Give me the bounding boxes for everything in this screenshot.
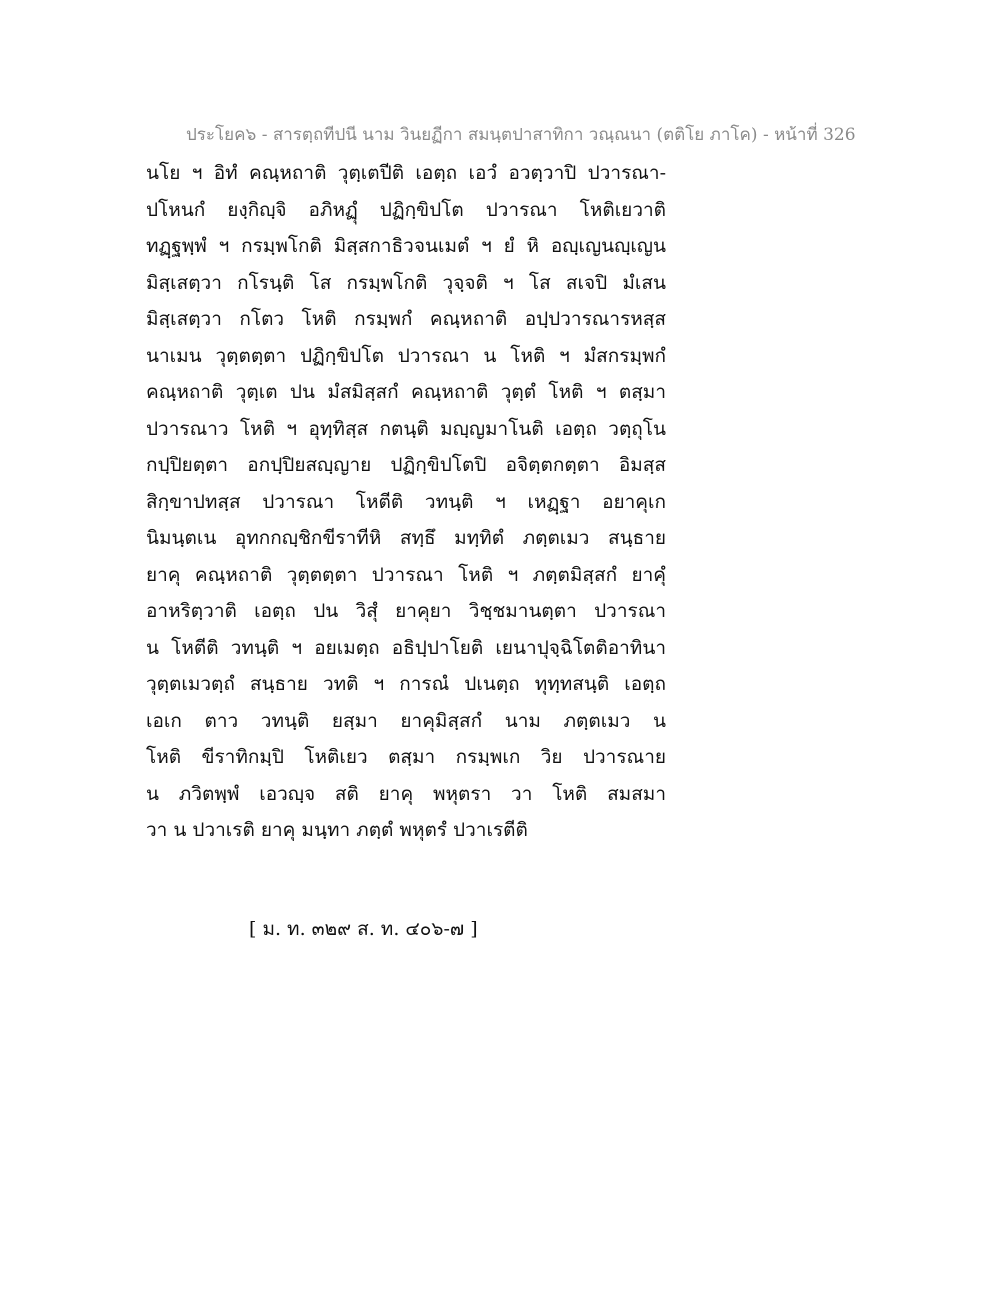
text-line: มิสฺเสตฺวา กโรนฺติ โส กรมฺพโกติ วุจฺจติ ฯ โส สเจปิ มํเสน [146,271,666,294]
text-line: เอเก ตาว วทนฺติ ยสฺมา ยาคุมิสฺสกํ นาม ภตฺตเมว น [146,709,666,732]
text-line: สิกฺขาปทสฺส ปวารณา โหตีติ วทนฺติ ฯ เหฏฺฐา อยาคุเก [146,490,666,513]
body-text [146,156,666,850]
text-line: ปวารณาว โหติ ฯ อุทฺทิสฺส กตนฺติ มญฺญมาโนติ เอตฺถ วตฺถุโน [146,417,666,440]
text-line: โหติ ขีราทิกมฺปิ โหติเยว ตสฺมา กรมฺพเก วิย ปวารณาย [146,746,666,768]
text-line: มิสฺเสตฺวา กโตว โหติ กรมฺพกํ คณฺหถาติ อปฺปวารณารหสฺส [146,308,666,330]
text-line: น ภวิตพฺพํ เอวญฺจ สติ ยาคุ พหุตรา วา โหติ สมสมา [146,782,666,805]
text-line: น โหตีติ วทนฺติ ฯ อยเมตฺถ อธิปฺปาโยติ เยนาปุจฺฉิโตติอาทินา [146,636,666,659]
text-line: อาหริตฺวาติ เอตฺถ ปน วิสุํ ยาคุยา วิชฺชมานตฺตา ปวารณา [146,600,666,622]
text-line: นาเมน วุตฺตตฺตา ปฏิกฺขิปโต ปวารณา น โหติ ฯ มํสกรมฺพกํ [146,344,666,367]
text-line: ปโหนกํ ยงฺกิญฺจิ อภิหฏุํ ปฏิกฺขิปโต ปวารณา โหติเยวาติ [146,198,666,221]
text-line: วุตฺตเมวตฺถํ สนฺธาย วทติ ฯ การณํ ปเนตฺถ ทุทฺทสนฺติ เอตฺถ [146,673,666,695]
text-line: นโย ฯ อิทํ คณฺหถาติ วุตฺเตปีติ เอตฺถ เอวํ อวตฺวาปิ ปวารณา- [146,162,666,184]
text-line: วา น ปวาเรติ ยาคุ มนฺทา ภตฺตํ พหุตรํ ปวาเรตีติ [146,819,528,841]
page-header: ประโยค๖ - สารตฺถทีปนี นาม วินยฏีกา สมนฺตปาสาทิกา วณฺณนา (ตติโย ภาโค) - หน้าที่ 326 [186,125,856,145]
text-line: กปฺปิยตฺตา อกปฺปิยสญฺญาย ปฏิกฺขิปโตปิ อจิตฺตกตฺตา อิมสฺส [146,454,666,476]
text-line: ยาคุ คณฺหถาติ วุตฺตตฺตา ปวารณา โหติ ฯ ภตฺตมิสฺสกํ ยาคุํ [146,563,666,586]
text-line: นิมนฺตเน อุทกกญฺชิกขีราทีหิ สทฺธึ มทฺทิตํ ภตฺตเมว สนฺธาย [146,527,666,549]
source-reference: [ ม. ท. ๓๒๙ ส. ท. ๔๐๖-๗ ] [249,918,478,940]
text-line: ทฏฺฐพฺพํ ฯ กรมฺพโกติ มิสฺสกาธิวจนเมตํ ฯ ยํ หิ อญฺเญนญฺเญน [146,235,666,257]
text-line: คณฺหถาติ วุตฺเต ปน มํสมิสฺสกํ คณฺหถาติ วุตฺตํ โหติ ฯ ตสฺมา [146,381,666,403]
